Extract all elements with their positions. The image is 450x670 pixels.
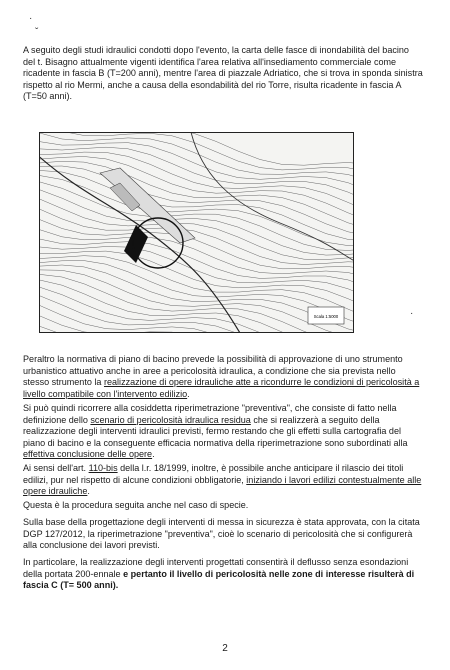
contour-line	[40, 199, 353, 259]
page-number: 2	[222, 643, 228, 654]
contour-line	[40, 161, 353, 229]
map-scale-text: Scala 1:5000	[313, 314, 339, 319]
paragraph-conclusione: In particolare, la realizzazione degli interventi progettati consentirà il deflusso senza esondazioni della portata 200-ennale e pertanto il livello di pericolosità nelle zone di interesse risulterà di fascia C (T= 500 anni).	[23, 557, 415, 591]
underlined-phrase: iniziando i lavori edilizi contestualmente alle opere idrauliche	[23, 474, 422, 497]
paragraph-fasce	[23, 45, 423, 103]
contour-line	[40, 209, 353, 264]
topographic-map	[40, 133, 353, 332]
topographic-map-figure	[39, 132, 354, 333]
road-line	[190, 133, 353, 263]
contour-line	[40, 190, 353, 255]
paragraph-normativa: Peraltro la normativa di piano di bacino prevede la possibilità di approvazione di uno strumento urbanistico attuativo anche in aree a pericolosità idraulica, a condizione che sia prevista nello stesso strumento la realizzazione di opere idrauliche atte a ricondurre le condizioni di pericolosità a livello compatibile con l'intervento edilizio.	[23, 354, 420, 399]
contour-line	[40, 218, 353, 270]
paragraph-procedura: Questa è la procedura seguita anche nel caso di specie.	[23, 500, 249, 510]
bold-conclusion: e pertanto il livello di pericolosità nelle zone di interesse risulterà di fascia C (T= 500 anni).	[23, 568, 415, 591]
paragraph-dgp: Sulla base della progettazione degli interventi di messa in sicurezza è stata approvata, con la citata DGP 127/2012, la riperimetrazione "preventiva", cioè lo scenario di pericolosità che si configurerà alla conclusione dei lavori previsti.	[23, 517, 420, 551]
contour-line	[40, 306, 353, 332]
underlined-phrase: realizzazione di opere idrauliche atte a ricondurre le condizioni di pericolosità a livello compatibile con l'intervento edilizio	[23, 377, 420, 399]
paragraph-text: A seguito degli studi idraulici condotti dopo l'evento, la carta delle fasce di inondabilità del bacino del t. Bisagno attualmente vigenti identifica l'area relativa all'insediamento commerciale come ricadente in fascia B (T=200 anni), mentre l'area di piazzale Adriatico, che si trova in sponda sinistra rispetto al rio Mermi, anche a causa della esondabilità del rio Torre, risulta ricadente in fascia A (T=50 anni).	[23, 45, 423, 102]
contour-line	[40, 246, 353, 308]
contour-line	[40, 287, 353, 332]
paragraph-riperimetrazione: Si può quindi ricorrere alla cosiddetta riperimetrazione "preventiva", che consiste di fatto nella definizione dello scenario di pericolosità idraulica residua che si realizzerà a seguito della realizzazione degli interventi idraulici previsti, fermo restando che gli effetti sulla cartografia del piano di bacino e la conseguente efficacia normativa della riperimetrazione sono subordinati alla effettiva conclusione delle opere.	[23, 403, 408, 460]
contour-line	[40, 176, 353, 246]
underlined-phrase: scenario di pericolosità idraulica residua	[90, 414, 251, 425]
scan-speck: ·	[29, 13, 33, 24]
scan-speck: ˇ	[35, 27, 39, 38]
contour-line	[40, 253, 353, 318]
contour-line	[40, 274, 353, 332]
scan-speck: ·	[410, 308, 414, 319]
paragraph-art-110bis: Ai sensi dell'art. 110-bis della l.r. 18/1999, inoltre, è possibile anche anticipare il rilascio dei titoli edilizi, pur nel rispetto di alcune condizioni obbligatorie, iniziando i lavori edilizi contestualmente alle opere idrauliche.	[23, 463, 422, 497]
underlined-phrase: effettiva conclusione delle opere	[23, 449, 153, 460]
underlined-phrase: 110-bis	[88, 463, 118, 473]
contour-line	[40, 133, 353, 172]
contour-line	[40, 171, 353, 242]
contour-line	[40, 330, 353, 332]
